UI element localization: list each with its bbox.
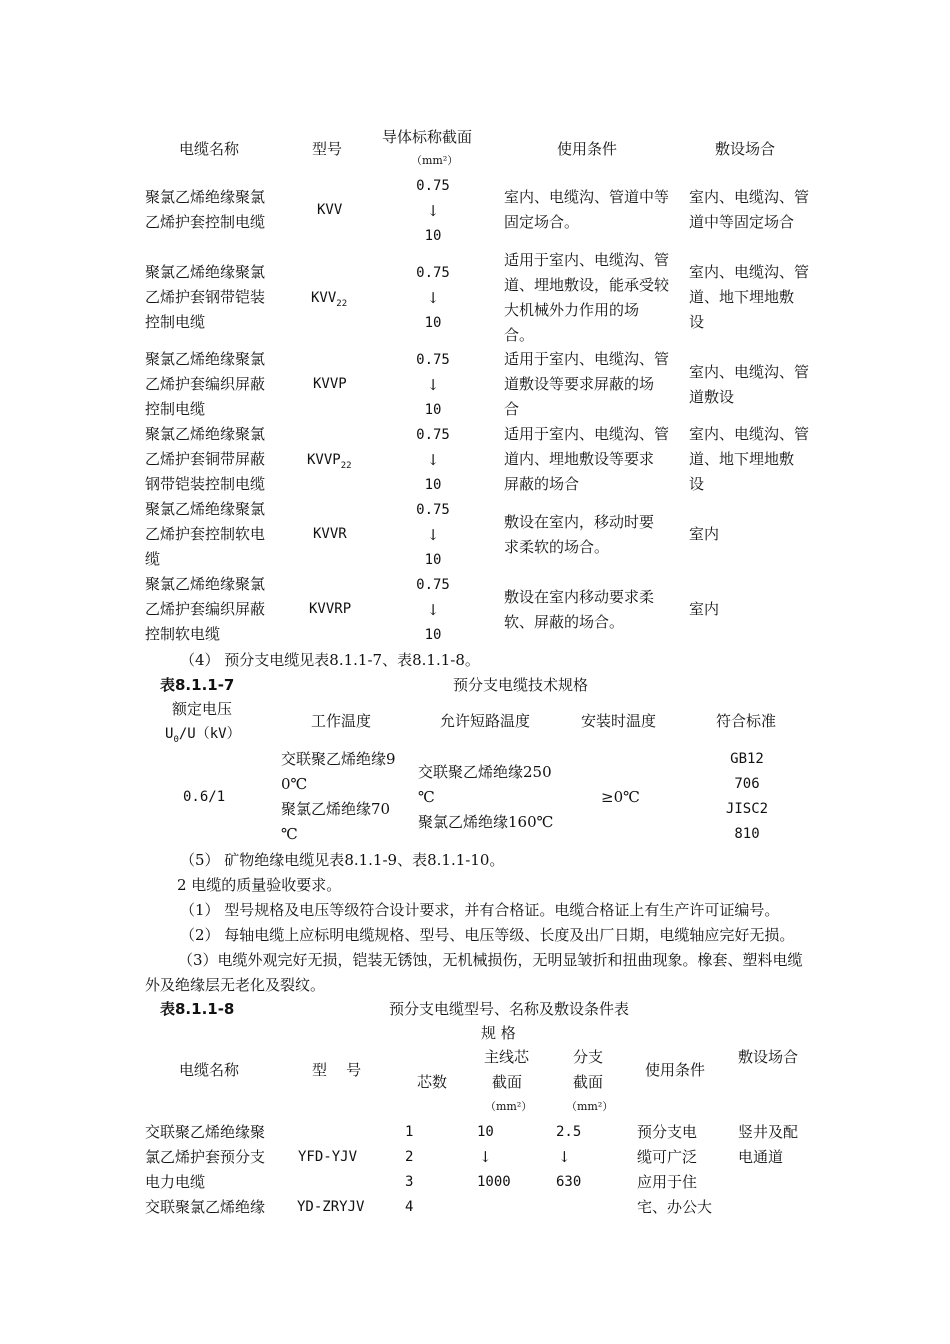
t1-r4-sec-arrow: ↓ [426,451,440,469]
para-quality-3-line2: 外及绝缘层无老化及裂纹。 [145,976,326,994]
t1-r5-model: KVVR [313,526,347,542]
t3-name1-line3: 电力电缆 [145,1173,206,1191]
t3-name1-line2: 氯乙烯护套预分支 [145,1148,266,1166]
t1-r4-cond-2: 道内、埋地敷设等要求 [504,450,655,468]
t3-branch-2: 630 [556,1174,582,1190]
t3-header-branch-1: 分支 [573,1048,604,1066]
t1-r4-cond-1: 适用于室内、电缆沟、管 [504,425,670,443]
t1-r4-model: $KVVP_{22}$ [307,452,352,471]
para-4: （4） 预分支电缆见表8.1.1-7、表8.1.1-8。 [180,651,480,669]
t1-header-name: 电缆名称 [179,140,240,158]
t1-r4-sec-2: 10 [424,477,442,493]
t2-short-2: ℃ [418,788,435,806]
t3-main-arrow: ↓ [479,1148,492,1166]
t1-r6-sec-arrow: ↓ [426,601,440,619]
t3-branch-arrow: ↓ [558,1148,571,1166]
t1-r6-sec-2: 10 [424,627,442,643]
para-quality-2: （2） 每轴电缆上应标明电缆规格、型号、电压等级、长度及出厂日期，电缆轴应完好无损。 [180,926,795,944]
t3-name2-line1: 交联聚氯乙烯绝缘 [145,1198,266,1216]
t1-r5-sec-2: 10 [424,552,442,568]
t1-r2-name-3: 控制电缆 [145,313,206,331]
t1-r4-place-3: 设 [689,475,705,493]
t3-header-branch-unit: （mm²） [566,1100,614,1113]
t3-main-2: 1000 [477,1174,511,1190]
t1-header-conditions: 使用条件 [557,140,618,158]
t1-r4-cond-3: 屏蔽的场合 [504,475,580,493]
para-5: （5） 矿物绝缘电缆见表8.1.1-9、表8.1.1-10。 [180,851,505,869]
t1-r1-place-1: 室内、电缆沟、管 [689,188,810,206]
para-quality: 2 电缆的质量验收要求。 [177,876,342,894]
t2-short-3: 聚氯乙烯绝缘160℃ [418,813,554,831]
t2-voltage: 0.6/1 [183,789,226,805]
t1-r4-name-3: 钢带铠装控制电缆 [145,475,266,493]
t1-r2-sec-2: 10 [424,315,442,331]
t1-r5-cond-2: 求柔软的场合。 [504,538,610,556]
t1-r3-cond-3: 合 [504,400,520,418]
t1-r2-sec-1: 0.75 [416,265,450,281]
t3-place-1: 竖井及配 [738,1123,799,1141]
t1-r3-cond-2: 道敷设等要求屏蔽的场 [504,375,655,393]
t1-r4-name-2: 乙烯护套铜带屏蔽 [145,450,266,468]
t1-r5-cond-1: 敷设在室内，移动时要 [504,513,655,531]
t1-r1-name-1: 聚氯乙烯绝缘聚氯 [145,188,266,206]
t2-install: ≥0℃ [601,788,640,806]
t1-r3-sec-2: 10 [424,402,442,418]
t1-r1-name-2: 乙烯护套控制电缆 [145,213,266,231]
table2-title: 预分支电缆技术规格 [453,676,589,694]
t1-r2-place-2: 道、地下埋地敷 [689,288,795,306]
table3-title: 预分支电缆型号、名称及敷设条件表 [389,1000,630,1018]
t1-r3-name-1: 聚氯乙烯绝缘聚氯 [145,350,266,368]
t1-r2-cond-4: 合。 [504,326,535,344]
t1-r2-name-1: 聚氯乙烯绝缘聚氯 [145,263,266,281]
t3-name1-line1: 交联聚乙烯绝缘聚 [145,1123,266,1141]
t1-r4-place-1: 室内、电缆沟、管 [689,425,810,443]
t3-place-2: 电通道 [738,1148,784,1166]
t1-r5-name-1: 聚氯乙烯绝缘聚氯 [145,500,266,518]
t3-model2: YD-ZRYJV [297,1199,365,1215]
t3-header-name: 电缆名称 [179,1061,240,1079]
t1-r4-place-2: 道、地下埋地敷 [689,450,795,468]
t1-r3-sec-arrow: ↓ [426,376,440,394]
t2-header-temp: 工作温度 [311,712,372,730]
t3-cond-4: 宅、办公大 [637,1198,713,1216]
t1-r3-place-2: 道敷设 [689,388,735,406]
t1-header-places: 敷设场合 [715,140,776,158]
t1-r3-place-1: 室内、电缆沟、管 [689,363,810,381]
t1-r4-name-1: 聚氯乙烯绝缘聚氯 [145,425,266,443]
t3-header-branch-2: 截面 [573,1073,604,1091]
t1-r2-sec-arrow: ↓ [426,289,440,307]
t1-r1-cond-2: 固定场合。 [504,213,580,231]
t1-r6-place-1: 室内 [689,600,720,618]
t1-r1-sec-1: 0.75 [416,178,450,194]
t3-header-spec: 规 格 [481,1024,516,1042]
t1-r6-sec-1: 0.75 [416,577,450,593]
t1-r6-name-2: 乙烯护套编织屏蔽 [145,600,266,618]
t1-r1-cond-1: 室内、电缆沟、管道中等 [504,188,670,206]
t1-r2-place-3: 设 [689,313,705,331]
t1-r1-model: KVV [317,202,343,218]
t2-standard-4: 810 [734,826,760,842]
t1-r1-sec-2: 10 [424,228,442,244]
t3-cores-1: 1 [405,1124,414,1140]
t2-standard-3: JISC2 [725,801,769,817]
t2-header-install: 安装时温度 [581,712,657,730]
t1-r2-cond-3: 大机械外力作用的场 [504,301,640,319]
para-quality-1: （1） 型号规格及电压等级符合设计要求，并有合格证。电缆合格证上有生产许可证编号。 [180,901,780,919]
t3-header-model: 型 号 [312,1061,362,1079]
t1-r3-name-3: 控制电缆 [145,400,206,418]
t1-r2-place-1: 室内、电缆沟、管 [689,263,810,281]
t3-branch-1: 2.5 [556,1124,582,1140]
t1-r3-sec-1: 0.75 [416,352,450,368]
t3-cores-2: 2 [405,1149,414,1165]
t1-r4-sec-1: 0.75 [416,427,450,443]
t3-cores-4: 4 [405,1199,414,1215]
t3-cores-3: 3 [405,1174,414,1190]
t2-short-1: 交联聚乙烯绝缘250 [418,763,552,781]
t1-r3-name-2: 乙烯护套编织屏蔽 [145,375,266,393]
t2-temp-1: 交联聚乙烯绝缘9 [281,750,396,768]
t1-r6-name-1: 聚氯乙烯绝缘聚氯 [145,575,266,593]
t3-header-main-unit: （mm²） [485,1100,533,1113]
t3-model1: YFD-YJV [298,1149,358,1165]
t2-standard-1: GB12 [730,751,764,767]
t2-header-voltage-unit: $U_0/U(kV)$ [165,726,241,745]
t1-r2-name-2: 乙烯护套钢带铠装 [145,288,266,306]
t1-r3-model: KVVP [313,376,347,392]
t3-cond-3: 应用于住 [637,1173,698,1191]
t3-header-main-2: 截面 [492,1073,523,1091]
t1-header-section-unit: （mm²） [411,154,459,167]
t3-cond-2: 缆可广泛 [637,1148,698,1166]
t1-r6-cond-2: 软、屏蔽的场合。 [504,613,625,631]
t1-r3-cond-1: 适用于室内、电缆沟、管 [504,350,670,368]
t3-header-main-1: 主线芯 [484,1048,530,1066]
table2-label: 表8.1.1-7 [160,676,235,694]
t2-temp-4: ℃ [281,825,298,843]
t3-main-1: 10 [477,1124,494,1140]
t1-header-section: 导体标称截面 [382,128,473,146]
t1-r5-sec-arrow: ↓ [426,526,440,544]
t2-standard-2: 706 [734,776,760,792]
table3-label: 表8.1.1-8 [160,1000,235,1018]
t3-header-places: 敷设场合 [738,1048,799,1066]
t1-r6-name-3: 控制软电缆 [145,625,221,643]
t1-r6-model: KVVRP [309,601,352,617]
t1-r2-cond-1: 适用于室内、电缆沟、管 [504,251,670,269]
t3-header-cores: 芯数 [417,1073,448,1091]
t2-header-short: 允许短路温度 [440,712,531,730]
t3-header-conditions: 使用条件 [645,1061,706,1079]
t1-r5-place-1: 室内 [689,525,720,543]
t2-header-voltage: 额定电压 [172,700,233,718]
t1-header-model: 型号 [312,140,343,158]
t1-r2-model: $KVV_{22}$ [311,290,348,309]
t1-r1-sec-arrow: ↓ [426,202,440,220]
t1-r5-name-3: 缆 [145,550,161,568]
t1-r5-sec-1: 0.75 [416,502,450,518]
t2-temp-3: 聚氯乙烯绝缘70 [281,800,391,818]
t1-r6-cond-1: 敷设在室内移动要求柔 [504,588,655,606]
t1-r2-cond-2: 道、埋地敷设，能承受较 [504,276,670,294]
t2-header-standard: 符合标准 [716,712,777,730]
t2-temp-2: 0℃ [281,775,308,793]
t1-r1-place-2: 道中等固定场合 [689,213,795,231]
para-quality-3-line1: （3）电缆外观完好无损，铠装无锈蚀，无机械损伤，无明显皱折和扭曲现象。橡套、塑料电缆 [178,951,803,969]
t3-cond-1: 预分支电 [637,1123,698,1141]
t1-r5-name-2: 乙烯护套控制软电 [145,525,266,543]
